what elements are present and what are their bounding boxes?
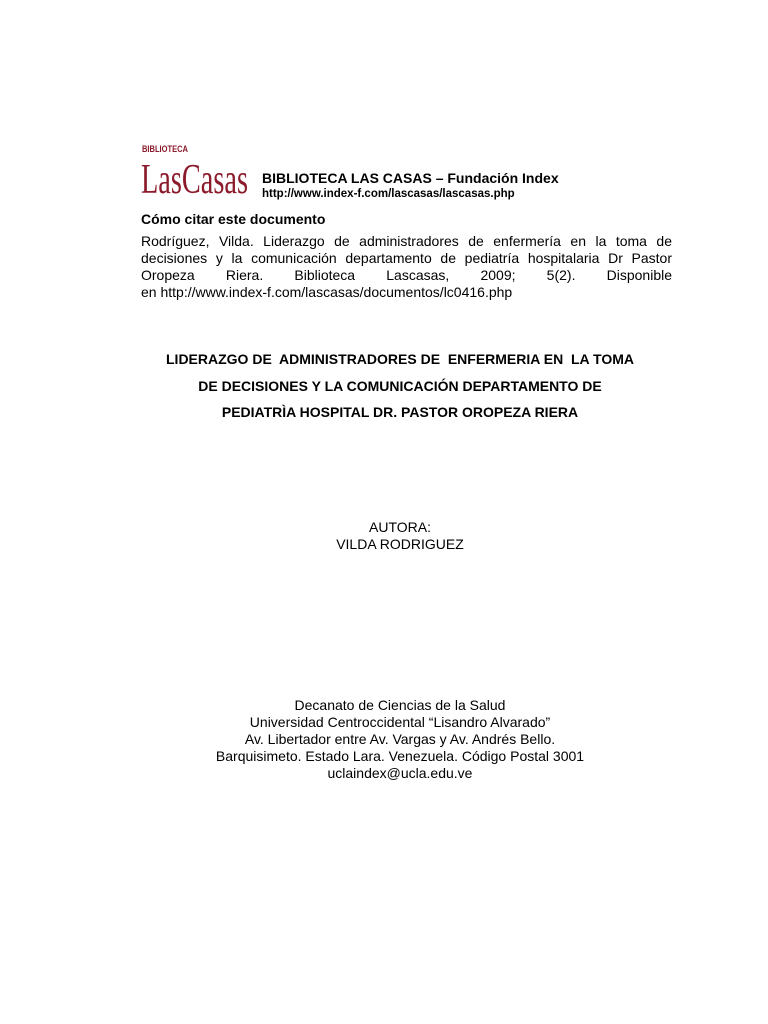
title-line: LIDERAZGO DE ADMINISTRADORES DE ENFERMERIA EN LA TOMA xyxy=(166,351,634,367)
institution-email[interactable]: uclaindex@ucla.edu.ve xyxy=(327,765,473,781)
institution-line: Universidad Centroccidental “Lisandro Alvarado” xyxy=(249,714,551,730)
header-text xyxy=(262,170,559,201)
header-url[interactable]: http://www.index-f.com/lascasas/lascasas.php xyxy=(262,188,515,200)
citation-line: decisiones y la comunicación departamento de pediatría hospitalaria Dr Pastor xyxy=(141,250,672,266)
citation-heading: Cómo citar este documento xyxy=(141,211,326,227)
institution-line: Av. Libertador entre Av. Vargas y Av. Andrés Bello. xyxy=(244,731,556,747)
header-title: BIBLIOTECA LAS CASAS – Fundación Index xyxy=(262,170,559,186)
document-header xyxy=(140,141,680,201)
citation-line: Oropeza Riera. Biblioteca Lascasas, 2009; 5(2). Disponible xyxy=(141,267,672,283)
citation-line-url[interactable]: en http://www.index-f.com/lascasas/documentos/lc0416.php xyxy=(141,284,513,300)
citation-line: Rodríguez, Vilda. Liderazgo de administradores de enfermería en la toma de xyxy=(141,233,672,249)
institution-line: Decanato de Ciencias de la Salud xyxy=(294,697,506,713)
document-title xyxy=(100,346,700,426)
biblioteca-las-casas-logo xyxy=(140,141,252,203)
institution-block xyxy=(150,697,650,782)
title-line: DE DECISIONES Y LA COMUNICACIÓN DEPARTAMENTO DE xyxy=(198,377,602,394)
citation-text xyxy=(141,233,672,301)
title-line: PEDIATRÌA HOSPITAL DR. PASTOR OROPEZA RIERA xyxy=(221,404,579,420)
logo-main-text: LasCasas xyxy=(141,157,248,203)
author-name: VILDA RODRIGUEZ xyxy=(336,536,464,552)
logo-top-text: BIBLIOTECA xyxy=(142,144,189,155)
author-block xyxy=(200,519,600,553)
institution-line: Barquisimeto. Estado Lara. Venezuela. Código Postal 3001 xyxy=(215,748,585,764)
author-label: AUTORA: xyxy=(369,519,431,535)
